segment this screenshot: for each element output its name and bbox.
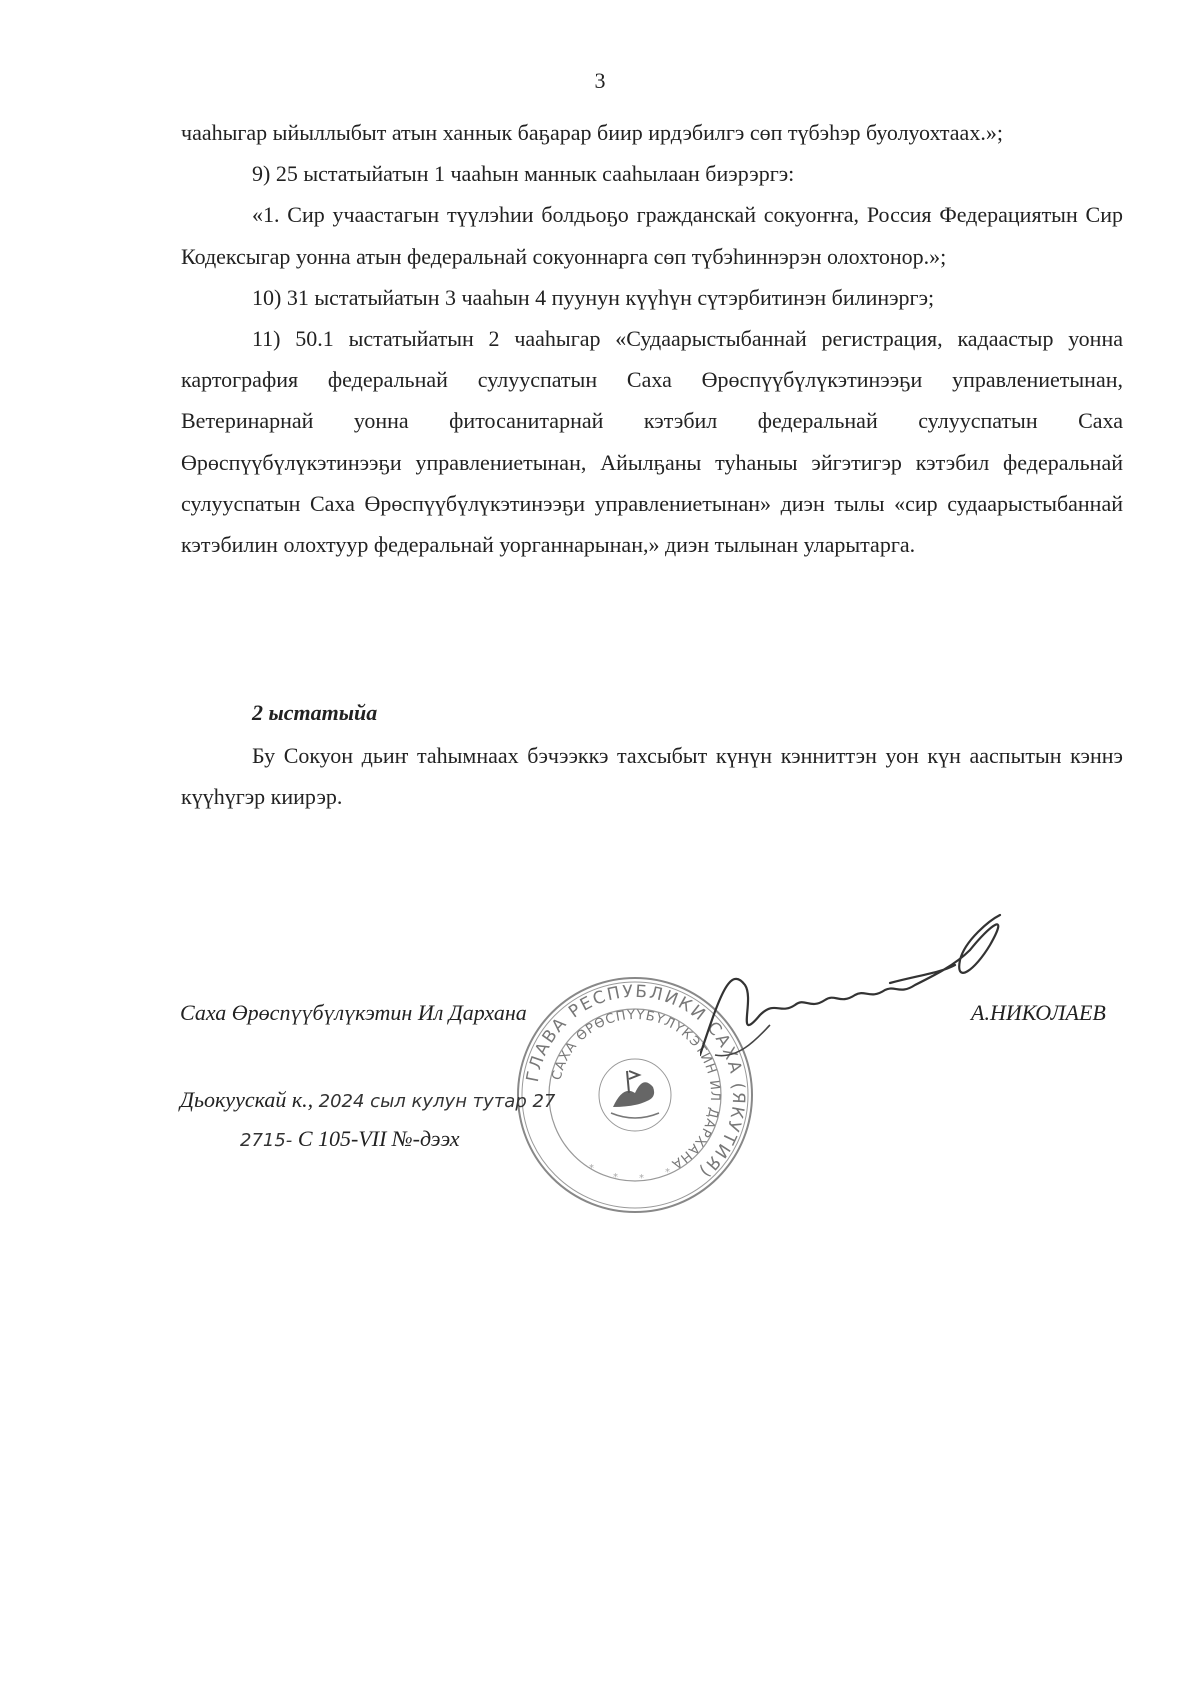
signatory-title: Саха Өрөспүүбүлүкэтин Ил Дарханa [180,1000,527,1025]
article-heading: 2 ыстатыйа [252,700,378,725]
handwritten-date: 2024 сыл кулун тутар 27 [318,1091,556,1112]
signatory-name: А.НИКОЛАЕВ [971,1000,1106,1025]
document-body [181,112,1123,565]
svg-text:*: * [665,1167,670,1178]
paragraph: 9) 25 ыстатыйатын 1 чааһын маннык сааһылаан биэрэргэ: [252,161,795,187]
svg-text:*: * [613,1172,618,1183]
signature-icon [700,905,1080,1075]
page-number: 3 [594,68,606,93]
svg-text:*: * [639,1173,644,1184]
svg-text:*: * [589,1163,594,1174]
paragraph: 10) 31 ыстатыйатын 3 чааһын 4 пуунун күүһүн сүтэрбитинэн билинэргэ; [252,284,935,310]
law-number-text: С 105-VII №-дээх [297,1126,460,1151]
paragraph: Бу Сокуон дьиҥ таһымнаах бэчээккэ тахсыбыт күнүн кэнниттэн уон күн ааспытын кэннэ күүһүгэр киирэр. [181,743,1123,810]
paragraph: чааһыгар ыйыллыбыт атын ханнык баҕарар биир ирдэбилгэ сөп түбэһэр буолуохтаах.»; [181,120,1003,145]
seal-emblem-icon [599,1059,671,1131]
entry-into-force-text [181,735,1123,817]
seal-inner-text: САХА ӨРӨСПҮҮБҮЛҮКЭТИН ИЛ ДАРХАНА [549,1007,723,1172]
paragraph: 11) 50.1 ыстатыйатын 2 чааһыгар «Судаарыстыбаннай регистрация, кадаастыр уонна картография федеральнай сулууспатын Саха Өрөспүүбүлүкэтинээҕи управлениетынан, Ветеринарнай уонна фитосанитарнай кэтэбил федеральнай сулууспатын Саха Өрөспүүбүлүкэтинээҕи управлениетынан, Айылҕаны туһаныы эйгэтигэр кэтэбил федеральнай сулууспатын Саха Өрөспүүбүлүкэтинээҕи управлениетынан» диэн тылы «сир судаарыстыбаннай кэтэбилин олохтуур федеральнай уорганнарынан,» диэн тылынан уларытарга. [181,326,1123,558]
place-label: Дьокуускай к., [180,1087,314,1112]
paragraph: «1. Сир учаастагын түүлэһии болдьоҕо гражданскай сокуоҥҥа, Россия Федерациятын Сир Кодексыгар уонна атын федеральнай сокуоннарга сөп түбэһиннэрэн олохтонор.»; [181,202,1123,269]
handwritten-number: 2715- [240,1130,293,1151]
seal-outer-text: ГЛАВА РЕСПУБЛИКИ САХА (ЯКУТИЯ) [522,981,749,1183]
place-date [180,1087,555,1113]
law-number [240,1126,460,1152]
